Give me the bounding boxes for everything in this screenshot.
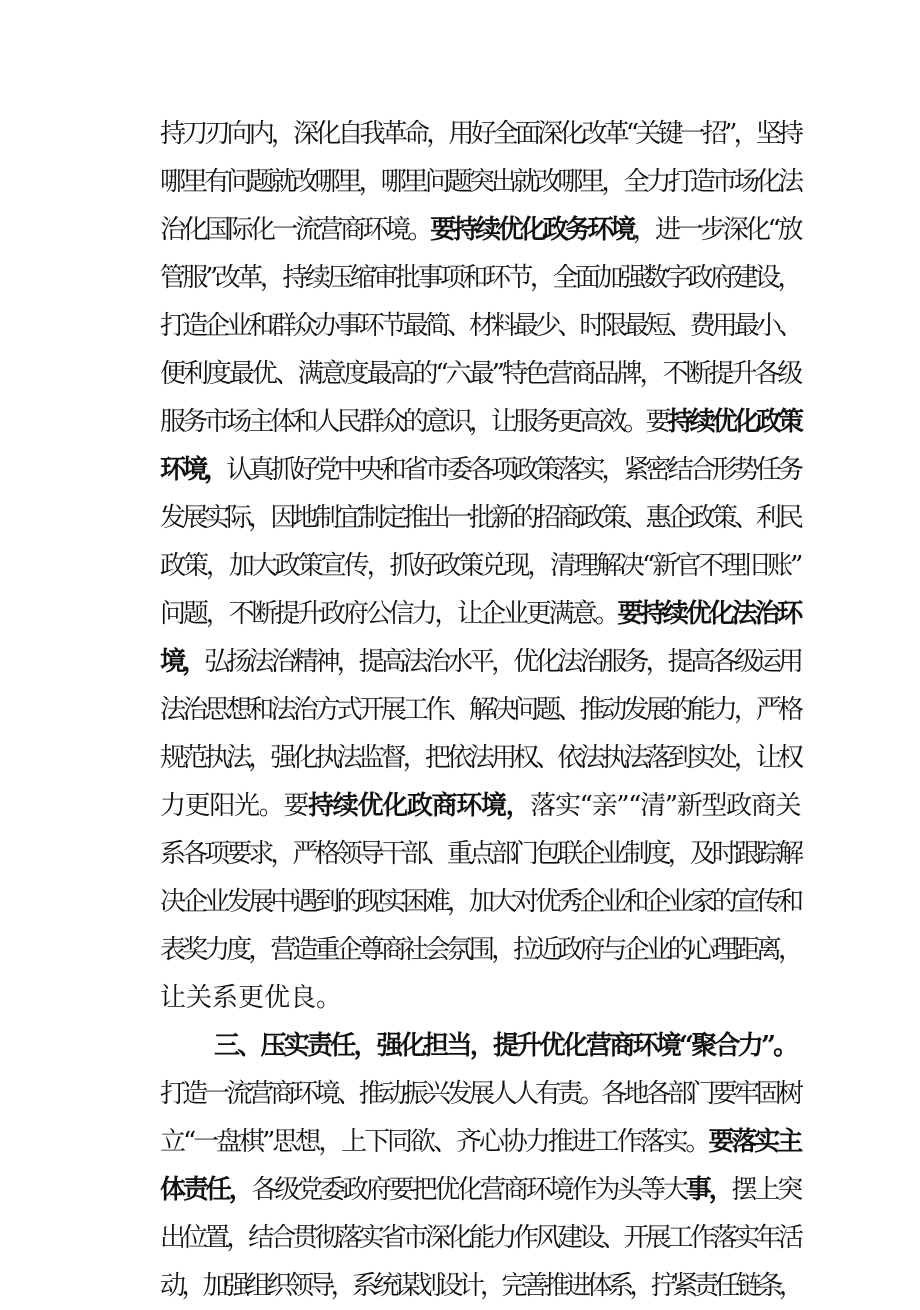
text-segment: 服务市场主体和人民群众的意识，让服务更高效。要	[160, 407, 668, 437]
bold-text-segment: 要持续优化政务环境	[430, 215, 633, 245]
text-segment: 管服”改革，持续压缩审批事项和环节，全面加强数字政府建设，	[160, 263, 800, 293]
text-line	[160, 1070, 800, 1118]
text-line	[160, 782, 800, 830]
text-line	[160, 542, 800, 590]
text-segment: 政策，加大政策宣传，抓好政策兑现，清理解决“新官不理旧账”	[160, 551, 800, 581]
text-segment: 弘扬法治精神，提高法治水平，优化法治服务，提高各级运用	[204, 647, 800, 677]
bold-text-segment: 事，	[685, 1175, 732, 1205]
bold-text-segment: 环境，	[160, 455, 227, 485]
text-segment: ，进一步深化“放	[632, 215, 800, 245]
text-segment: 决企业发展中遇到的现实困难，加大对优秀企业和企业家的宣传和	[160, 887, 800, 917]
bold-text-segment: 要持续优化法治环	[617, 599, 800, 629]
text-segment: 发展实际，因地制宜制定推出一批新的招商政策、惠企政策、利民	[160, 503, 800, 533]
text-segment: 法治思想和法治方式开展工作、解决问题、推动发展的能力，严格	[160, 695, 800, 725]
text-line	[160, 590, 800, 638]
text-line	[160, 302, 800, 350]
text-line	[160, 398, 800, 446]
text-segment: 系各项要求，严格领导干部、重点部门包联企业制度，及时跟踪解	[160, 839, 800, 869]
text-line	[160, 734, 800, 782]
section-heading	[160, 1022, 800, 1070]
text-segment: 立“一盘棋”思想，上下同欲、齐心协力推进工作落实。	[160, 1127, 709, 1157]
text-line	[160, 638, 800, 686]
text-line	[160, 110, 800, 158]
text-segment: 表奖力度，营造重企尊商社会氛围，拉近政府与企业的心理距离，	[160, 935, 800, 965]
text-line	[160, 926, 800, 974]
bold-text-segment: 体责任，	[160, 1175, 252, 1205]
text-segment: 认真抓好党中央和省市委各项政策落实，紧密结合形势任务	[226, 455, 800, 485]
text-segment: 持刀刃向内，深化自我革命，用好全面深化改革“关键一招”，坚持	[160, 119, 800, 149]
bold-text-segment: 三、压实责任，强化担当，提升优化营商环境“聚合力”。	[214, 1031, 797, 1061]
text-line	[160, 158, 800, 206]
text-line	[160, 878, 800, 926]
text-line	[160, 254, 800, 302]
text-segment: 力更阳光。要	[160, 791, 309, 821]
text-segment: 哪里有问题就改哪里，哪里问题突出就改哪里，全力打造市场化法	[160, 167, 800, 197]
text-line	[160, 494, 800, 542]
text-segment: 摆上突	[731, 1175, 800, 1205]
text-segment: 让关系更优良。	[160, 983, 343, 1013]
text-line	[160, 350, 800, 398]
text-segment: 落实“亲”“清”新型政商关	[530, 791, 800, 821]
bold-text-segment: 境，	[160, 647, 205, 677]
text-segment: 打造一流营商环境、推动振兴发展人人有责。各地各部门要牢固树	[160, 1079, 800, 1109]
text-segment: 各级党委政府要把优化营商环境作为头等大	[251, 1175, 686, 1205]
text-segment: 规范执法，强化执法监督，把依法用权、依法执法落到实处，让权	[160, 743, 800, 773]
text-line	[160, 686, 800, 734]
text-segment: 治化国际化一流营商环境。	[160, 215, 431, 245]
text-line	[160, 1262, 800, 1310]
text-segment: 问题，不断提升政府公信力，让企业更满意。	[160, 599, 618, 629]
text-line	[160, 974, 800, 1022]
bold-text-segment: 持续优化政策	[667, 407, 800, 437]
text-line	[160, 1214, 800, 1262]
document-body	[160, 110, 800, 1310]
text-line	[160, 1166, 800, 1214]
bold-text-segment: 要落实主	[708, 1127, 800, 1157]
text-segment: 出位置，结合贯彻落实省市深化能力作风建设、开展工作落实年活	[160, 1223, 800, 1253]
bold-text-segment: 持续优化政商环境，	[308, 791, 531, 821]
text-line	[160, 830, 800, 878]
text-line	[160, 446, 800, 494]
text-line	[160, 1118, 800, 1166]
text-segment: 打造企业和群众办事环节最简、材料最少、时限最短、费用最小、	[160, 311, 800, 341]
text-segment: 便利度最优、满意度最高的“六最”特色营商品牌，不断提升各级	[160, 359, 800, 389]
text-segment: 动，加强组织领导，系统谋划设计，完善推进体系，拧紧责任链条，	[160, 1271, 800, 1301]
text-line	[160, 206, 800, 254]
